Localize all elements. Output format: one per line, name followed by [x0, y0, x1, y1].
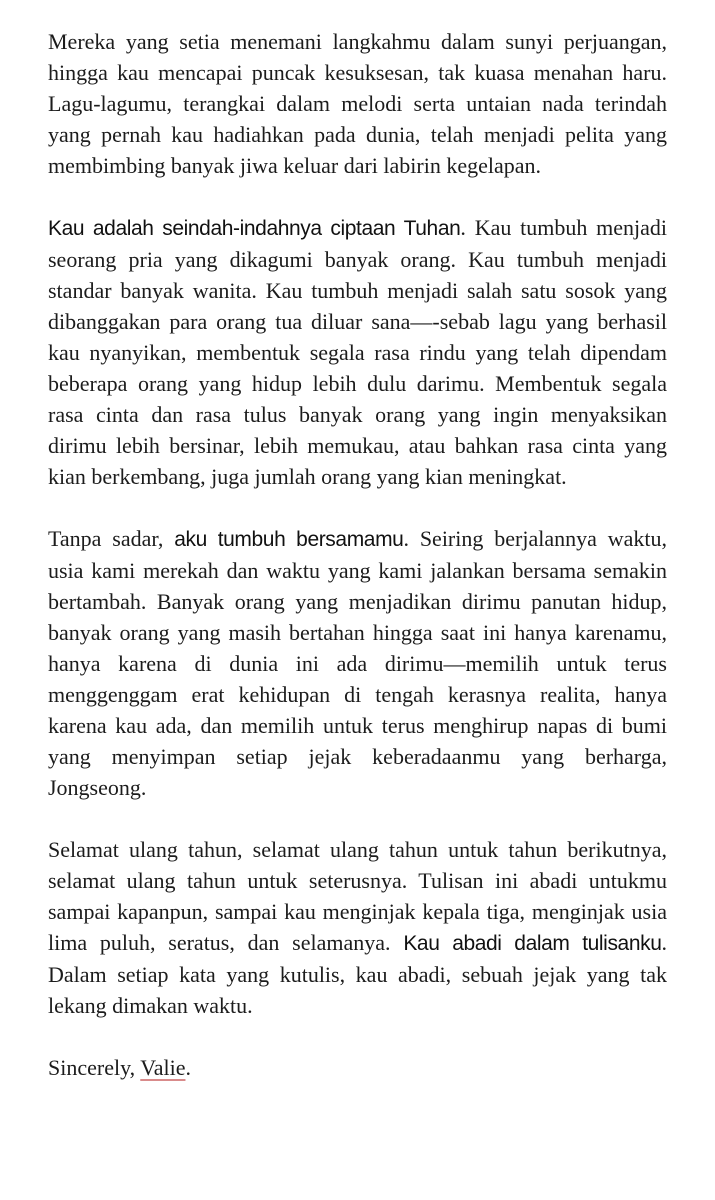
paragraph-2 [48, 212, 667, 492]
paragraph-3 [48, 523, 667, 803]
paragraph-4-text: . Dalam setiap kata yang kutulis, kau abadi, sebuah jejak yang tak lekang dimakan waktu. [48, 930, 667, 1018]
paragraph-4-lead: Selamat ulang tahun, selamat ulang tahun untuk tahun berikutnya, selamat ulang tahun untuk seterusnya. Tulisan ini abadi untukmu sampai kapanpun, sampai kau menginjak kepala tiga, menginjak usia lima puluh, seratus, dan selamanya. [48, 837, 667, 955]
signature-prefix: Sincerely, [48, 1055, 141, 1080]
signature-line [48, 1052, 667, 1083]
paragraph-2-bold-phrase: Kau adalah seindah-indahnya ciptaan Tuhan [48, 217, 461, 240]
paragraph-3-lead: Tanpa sadar, [48, 526, 175, 551]
letter-body [48, 26, 667, 1083]
paragraph-4-bold-phrase: Kau abadi dalam tulisanku [403, 932, 662, 955]
paragraph-1-text: Mereka yang setia menemani langkahmu dalam sunyi perjuangan, hingga kau mencapai puncak kesuksesan, tak kuasa menahan haru. Lagu-lagumu, terangkai dalam melodi serta untaian nada terindah yang pernah kau hadiahkan pada dunia, telah menjadi pelita yang membimbing banyak jiwa keluar dari labirin kegelapan. [48, 29, 667, 178]
paragraph-3-bold-phrase: aku tumbuh bersamamu [174, 528, 404, 551]
signature-suffix: . [185, 1055, 191, 1080]
paragraph-2-text: . Kau tumbuh menjadi seorang pria yang dikagumi banyak orang. Kau tumbuh menjadi standar banyak wanita. Kau tumbuh menjadi salah satu sosok yang dibanggakan para orang tua diluar sana—-sebab lagu yang berhasil kau nyanyikan, membentuk segala rasa rindu yang telah dipendam beberapa orang yang hidup lebih dulu darimu. Membentuk segala rasa cinta dan rasa tulus banyak orang yang ingin menyaksikan dirimu lebih bersinar, lebih memukau, atau bahkan rasa cinta yang kian berkembang, juga jumlah orang yang kian meningkat. [48, 215, 667, 489]
signature-name: Valie [140, 1055, 186, 1080]
paragraph-1 [48, 26, 667, 181]
paragraph-3-text: . Seiring berjalannya waktu, usia kami merekah dan waktu yang kami jalankan bersama semakin bertambah. Banyak orang yang menjadikan dirimu panutan hidup, banyak orang yang masih bertahan hingga saat ini hanya karenamu, hanya karena di dunia ini ada dirimu—memilih untuk terus menggenggam erat kehidupan di tengah kerasnya realita, hanya karena kau ada, dan memilih untuk terus menghirup napas di bumi yang menyimpan setiap jejak keberadaanmu yang berharga, Jongseong. [48, 526, 667, 800]
paragraph-4 [48, 834, 667, 1021]
